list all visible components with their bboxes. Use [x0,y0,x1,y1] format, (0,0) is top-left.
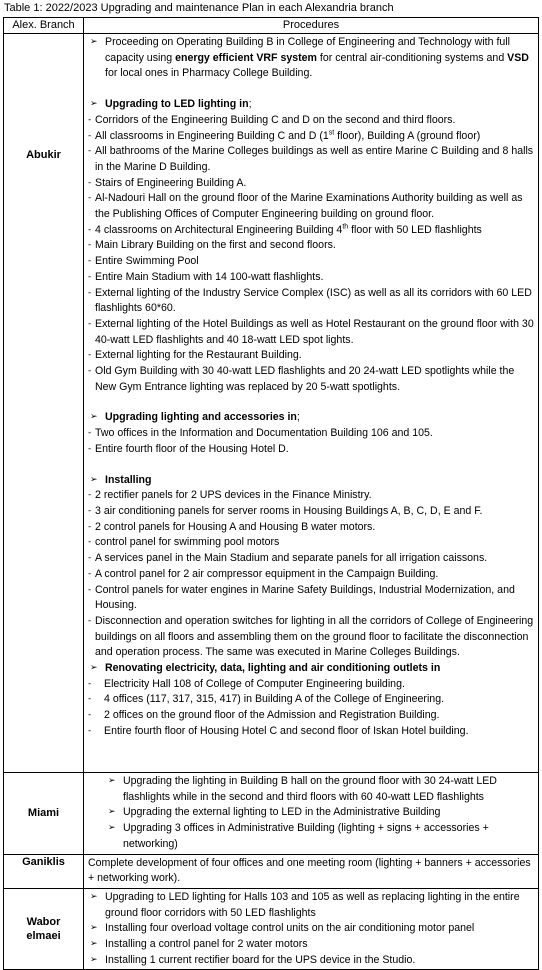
list-item: - 4 offices (117, 317, 315, 417) in Building A of the College of Engineering. [88,692,536,708]
list-item: - Entire fourth floor of the Housing Hotel D. [88,442,536,458]
branch-wabor-elmaei: Wabor elmaei [4,888,84,970]
list-item: ➢ Installing 1 current rectifier board for the UPS device in the Studio. [88,953,536,969]
dash-bullet-icon: - [88,366,92,377]
list-item: ➢ Installing a control panel for 2 water motors [88,937,536,953]
dash-bullet-icon: - [88,537,92,548]
header-row [4,18,539,34]
dash-bullet-icon: - [88,193,92,204]
list-item: - A control panel for 2 air compressor equipment in the Campaign Building. [88,567,536,583]
arrow-bullet-icon: ➢ [108,823,116,834]
arrow-bullet-icon: ➢ [90,939,98,950]
dash-bullet-icon: - [88,256,92,267]
dash-bullet-icon: - [88,287,92,298]
dash-bullet-icon: - [88,568,92,579]
installing-list [88,488,536,661]
accessories-list [88,426,536,457]
branch-miami: Miami [4,773,84,855]
table-row-miami [4,773,539,855]
arrow-bullet-icon: ➢ [90,891,98,902]
list-item: - All bathrooms of the Marine Colleges buildings as well as entire Marine C Building and 8 halls in the Marine D Building. [88,145,534,173]
table-row-abukir [4,34,539,773]
dash-bullet-icon: - [88,710,92,721]
list-item: - control panel for swimming pool motors [88,535,536,551]
list-item: - Main Library Building on the first and second floors. [88,238,536,254]
branch-ganiklis: Ganiklis [4,854,84,888]
arrow-bullet-icon: ➢ [108,807,116,818]
procedures-abukir [84,34,539,773]
arrow-bullet-icon: ➢ [90,412,98,423]
dash-bullet-icon: - [88,505,92,516]
header-branch: Alex. Branch [4,18,84,34]
list-item: - Two offices in the Information and Documentation Building 106 and 105. [88,426,536,442]
header-procedures: Procedures [84,18,539,34]
list-item: - Corridors of the Engineering Building C and D on the second and third floors. [88,113,536,129]
list-item: - Old Gym Building with 30 40-watt LED flashlights and 20 24-watt LED spotlights while the New Gym Entrance lighting was replaced by 20 5-watt spotlights. [88,365,515,393]
dash-bullet-icon: - [88,443,92,454]
table-caption: Table 1: 2022/2023 Upgrading and maintenance Plan in each Alexandria branch [4,2,394,14]
upgrade-plan-table [3,17,539,970]
list-item: - All classrooms in Engineering Building C and D (1st floor), Building A (ground floor) [88,129,536,145]
arrow-bullet-icon: ➢ [90,474,98,485]
dash-bullet-icon: - [88,240,92,251]
dash-bullet-icon: - [88,725,92,736]
list-item: - A services panel in the Main Stadium and separate panels for all irrigation caissons. [88,551,536,567]
arrow-bullet-icon: ➢ [90,954,98,965]
dash-bullet-icon: - [88,694,92,705]
dash-bullet-icon: - [88,521,92,532]
arrow-bullet-icon: ➢ [90,923,98,934]
renovating-list [88,677,536,740]
led-list [88,113,536,396]
procedures-miami [84,773,539,855]
dash-bullet-icon: - [88,553,92,564]
list-item: ➢ Proceeding on Operating Building B in College of Engineering and Technology with full capacity using energy efficient VRF system for central air-conditioning systems and VSD for local ones in Pharmacy College Building. [90,36,529,80]
dash-bullet-icon: - [88,428,92,439]
dash-bullet-icon: - [88,146,92,157]
section-heading-led: ➢ Upgrading to LED lighting in; [88,97,536,113]
dash-bullet-icon: - [88,584,92,595]
list-item: - 2 offices on the ground floor of the Admission and Registration Building. [88,708,536,724]
branch-abukir: Abukir [4,34,84,773]
list-item: ➢ Upgrading to LED lighting for Halls 103 and 105 as well as replacing lighting in the entire ground floor corridors with 50 LED flashlights [90,890,520,919]
list-item: - External lighting of the Hotel Buildings as well as Hotel Restaurant on the ground floor with 30 40-watt LED flashlights and 40 18-watt LED spot lights. [88,317,534,346]
section-heading-accessories: ➢ Upgrading lighting and accessories in; [88,410,536,426]
list-item: - Stairs of Engineering Building A. [88,176,536,192]
procedures-ganiklis: Complete development of four offices and one meeting room (lighting + banners + accessories + networking work). [84,854,539,888]
arrow-bullet-icon: ➢ [90,99,98,110]
dash-bullet-icon: - [88,490,92,501]
arrow-bullet-icon: ➢ [108,776,116,786]
list-item: ➢ Installing four overload voltage control units on the air conditioning motor panel [88,921,536,937]
list-item: - Entire Main Stadium with 14 100-watt flashlights. [88,270,536,286]
section-heading-installing: ➢ Installing [88,473,536,489]
list-item: - External lighting of the Industry Service Complex (ISC) as well as all its corridors with 60 LED flashlights 60*60. [88,286,532,315]
dash-bullet-icon: - [88,177,92,188]
list-item: - Control panels for water engines in Marine Safety Buildings, Industrial Modernization, and Housing. [88,583,515,612]
list-item: - 2 rectifier panels for 2 UPS devices in the Finance Ministry. [88,488,536,504]
procedures-wabor-elmaei [84,888,539,970]
dash-bullet-icon: - [88,271,92,282]
list-item: ➢ Upgrading 3 offices in Administrative Building (lighting + signs + accessories + networking) [108,822,489,850]
list-item: - Al-Nadouri Hall on the ground floor of the Marine Examinations Authority building as well as the Publishing Offices of Computer Engineering building on ground floor. [88,192,523,221]
dash-bullet-icon: - [88,114,92,125]
arrow-bullet-icon: ➢ [90,663,98,674]
list-item: - 2 control panels for Housing A and Housing B water motors. [88,520,536,536]
list-item: - External lighting for the Restaurant Building. [88,348,536,364]
table-row-wabor-elmaei [4,888,539,970]
list-item: - Disconnection and operation switches for lighting in all the corridors of College of Engineering buildings on all floors and assembling them on the ground floor to facilitate the disconnection and operation process. The same was executed in Marine Colleges Buildings. [88,614,534,659]
dash-bullet-icon: - [88,678,92,689]
dash-bullet-icon: - [88,224,92,235]
dash-bullet-icon: - [88,350,92,361]
list-item: - Entire Swimming Pool [88,254,536,270]
dash-bullet-icon: - [88,318,92,329]
arrow-bullet-icon: ➢ [90,37,98,47]
dash-bullet-icon: - [88,130,92,141]
list-item: - 3 air conditioning panels for server rooms in Housing Buildings A, B, C, D, E and F. [88,504,536,520]
list-item: - 4 classrooms on Architectural Engineering Building 4th floor with 50 LED flashlights [88,223,536,239]
list-item: - Entire fourth floor of Housing Hotel C and second floor of Iskan Hotel building. [88,724,536,740]
list-item: ➢ Upgrading the external lighting to LED in the Administrative Building [106,805,536,821]
section-heading-renovating: ➢ Renovating electricity, data, lighting and air conditioning outlets in [88,661,536,677]
list-item: ➢ Upgrading the lighting in Building B hall on the ground floor with 30 24-watt LED flashlights while in the second and third floors with 60 40-watt LED flashlights [108,775,497,803]
list-item: - Electricity Hall 108 of College of Computer Engineering building. [88,677,536,693]
dash-bullet-icon: - [88,615,92,626]
table-row-ganiklis [4,854,539,888]
